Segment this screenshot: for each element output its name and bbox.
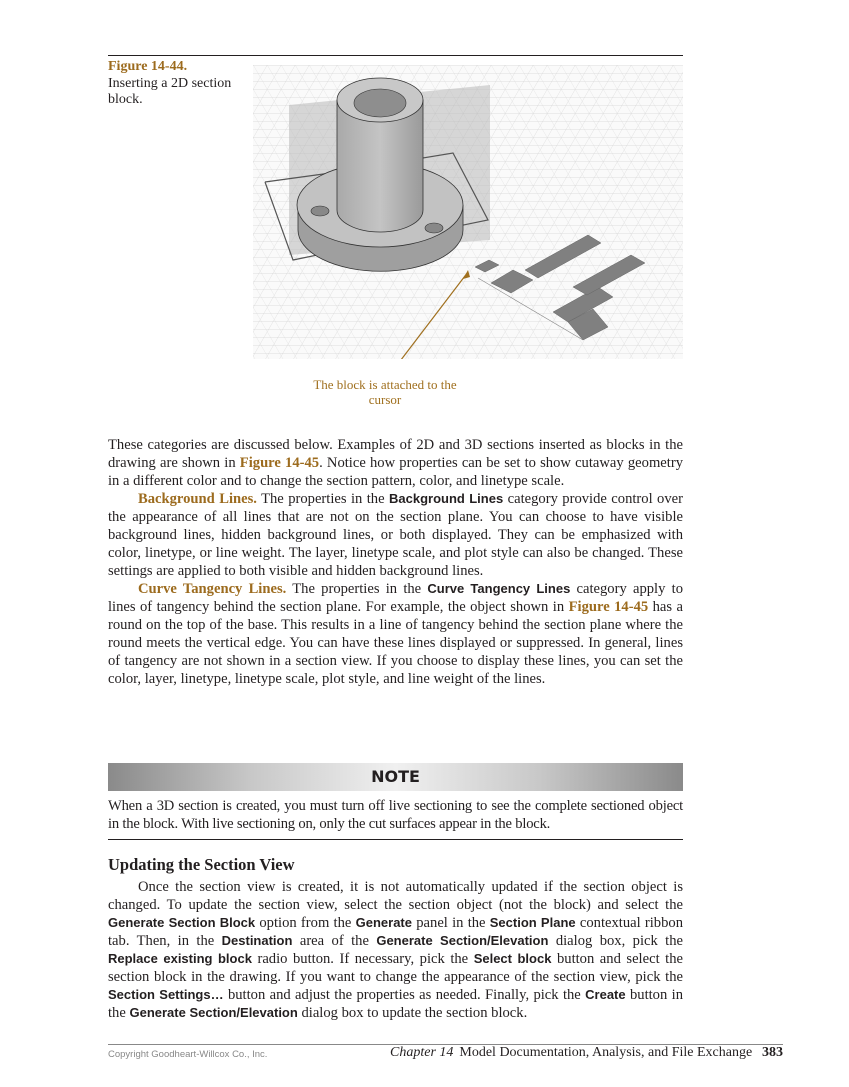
text: The properties in the (286, 581, 428, 597)
figure-reference-link[interactable]: Figure 14-45 (568, 599, 649, 615)
chapter-title: Model Documentation, Analysis, and File Exchange (459, 1045, 753, 1060)
note-text: When a 3D section is created, you must turn off live sectioning to see the complete sectioned object in the block. With live sectioning on, only the cut surfaces appear in the block. (108, 798, 683, 832)
text: panel in the (412, 915, 490, 931)
ui-term: Replace existing block (108, 951, 252, 966)
text: button and select the section block in the drawing. If you want to change the appearance of the section view, pick the (108, 951, 683, 985)
cylinder-bore (354, 89, 406, 117)
ui-term: Generate (355, 915, 412, 930)
hole-left (311, 206, 329, 216)
ui-term: Section Plane (489, 915, 576, 930)
body-text (108, 436, 683, 688)
text: These categories are discussed below. Examples of 2D and 3D sections inserted as blocks in the drawing are shown in (108, 437, 683, 471)
callout-label: The block is attached to the cursor (313, 377, 457, 407)
text: Once the section view is created, it is not automatically updated if the section object is changed. To update the section view, select the section object (not the block) and select the (108, 879, 683, 913)
text: area of the (292, 933, 377, 949)
updating-paragraph (108, 878, 683, 1022)
note-title: NOTE (371, 767, 420, 786)
figure-caption (108, 59, 238, 109)
text: option from the (255, 915, 356, 931)
text: has a round on the top of the base. This results in a line of tangency behind the section plane where the round meets the vertical edge. You can have these lines displayed or suppressed. In general, lines of tangency are not shown in a section view. If you choose to display these lines, you can set the color, layer, linetype, linetype scale, plot style, and line weight of the lines. (108, 599, 684, 687)
text: button in the (108, 987, 683, 1021)
ui-term: Background Lines (389, 491, 504, 506)
section-heading: Updating the Section View (108, 855, 295, 874)
curve-tangency-paragraph (108, 580, 683, 688)
ui-term: Create (585, 987, 626, 1002)
ui-term: Generate Section/Elevation (129, 1005, 298, 1020)
text: category apply to lines of tangency behind the section plane. For example, the object shown in (108, 581, 683, 615)
updating-text (108, 878, 683, 1022)
ui-term: Generate Section/Elevation (376, 933, 549, 948)
chapter-number: Chapter 14 (390, 1045, 454, 1060)
figure-caption-text: Inserting a 2D section block. (108, 75, 232, 107)
copyright: Copyright Goodheart-Willcox Co., Inc. (108, 1049, 268, 1060)
text: dialog box to update the section block. (297, 1005, 528, 1021)
figure-illustration (253, 65, 683, 359)
ui-term: Destination (221, 933, 293, 948)
note-rule (108, 839, 683, 840)
note-header (108, 763, 683, 791)
ui-term: Generate Section Block (108, 915, 256, 930)
text: . Notice how properties can be set to show cutaway geometry in a different color and to change the section pattern, color, and linetype scale. (108, 455, 683, 489)
background-lines-paragraph (108, 490, 683, 580)
text: radio button. If necessary, pick the (251, 951, 474, 967)
run-in-heading: Background Lines. (138, 491, 257, 507)
running-footer (390, 1045, 752, 1061)
text: contextual ribbon tab. Then, in the (108, 915, 683, 949)
run-in-heading: Curve Tangency Lines. (138, 581, 287, 597)
ui-term: Select block (473, 951, 552, 966)
intro-paragraph (108, 436, 683, 490)
figure-number: Figure 14-44. (108, 59, 188, 74)
text: category provide control over the appearance of all lines that are not on the section plane. You can choose to have visible background lines, hidden background lines, or both displayed. They can be emphasized with color, linetype, or line weight. The layer, linetype scale, and plot style can also be changed. These settings are applied to both visible and hidden background lines. (108, 491, 683, 579)
ui-term: Section Settings… (108, 987, 224, 1002)
text: button and adjust the properties as needed. Finally, pick the (223, 987, 586, 1003)
text: The properties in the (256, 491, 390, 507)
figure-reference-link[interactable]: Figure 14-45 (239, 455, 320, 471)
hole-right (425, 223, 443, 233)
ui-term: Curve Tangency Lines (427, 581, 571, 596)
page-number: 383 (762, 1045, 783, 1060)
top-rule (108, 55, 683, 56)
text: dialog box, pick the (548, 933, 683, 949)
